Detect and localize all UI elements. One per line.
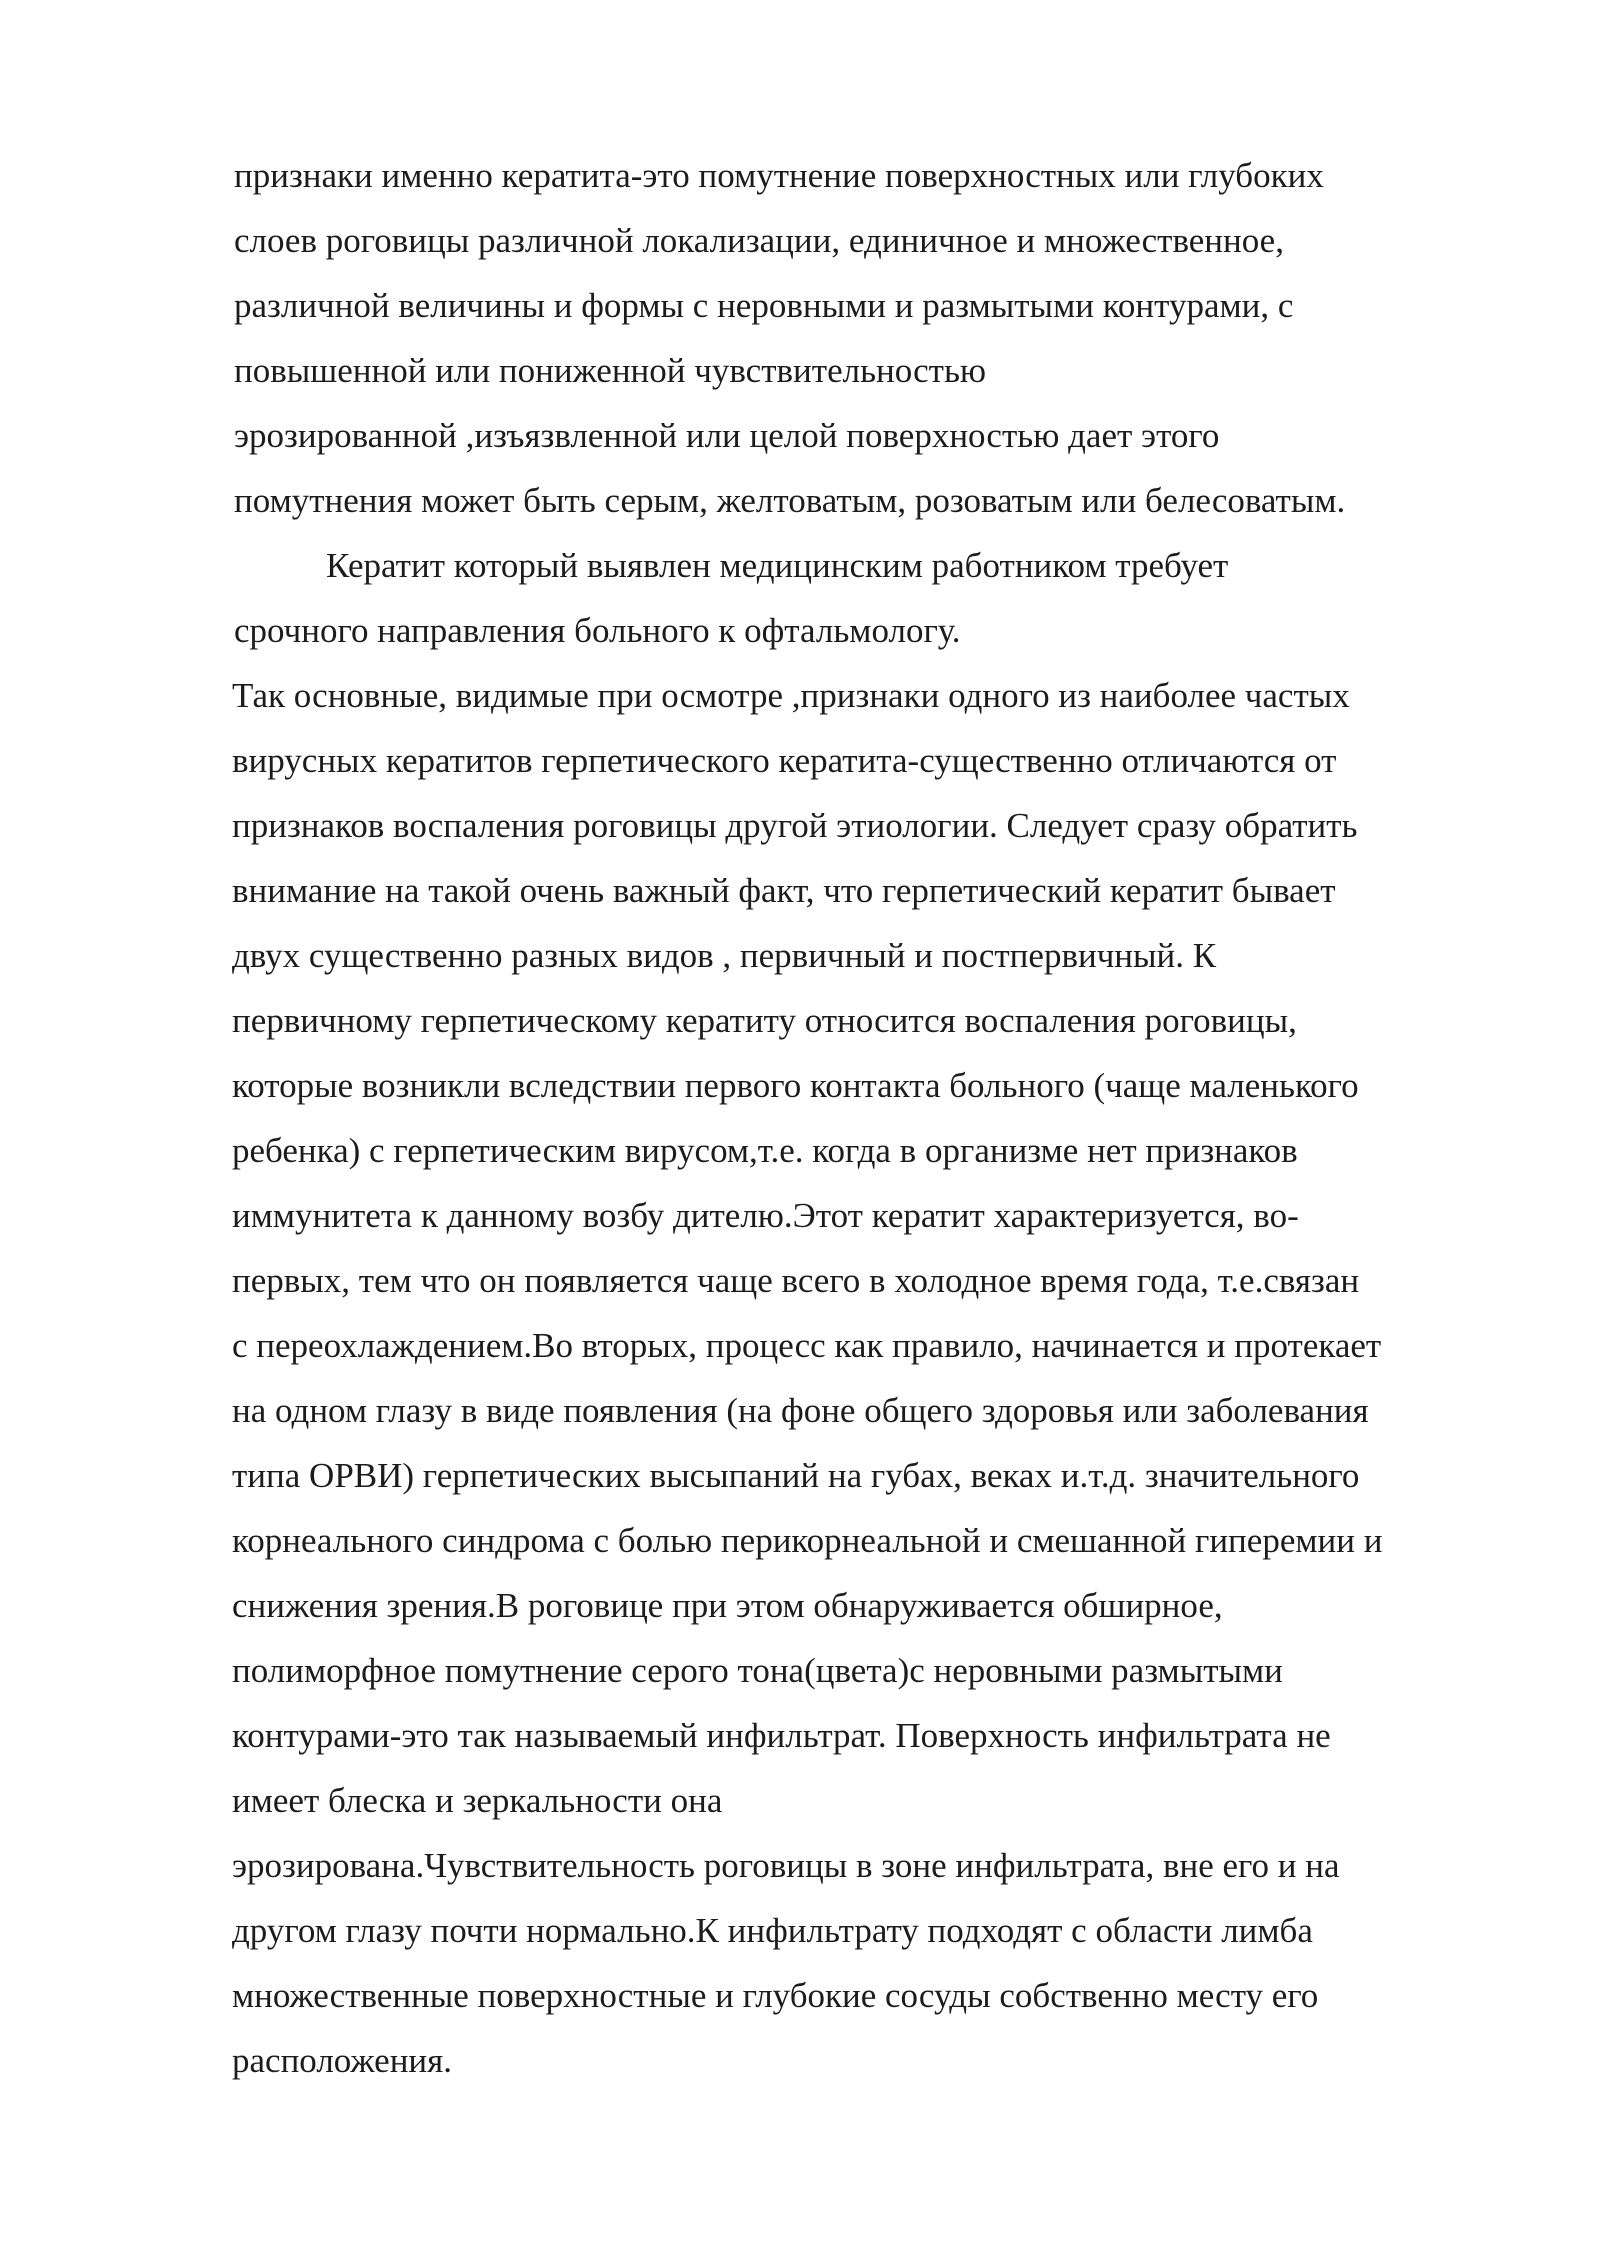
text-line-6: помутнения может быть серым, желтоватым, розоватым или белесоватым.	[234, 481, 1346, 520]
text-line-2: слоев роговицы различной локализации, единичное и множественное,	[234, 221, 1284, 260]
text-line-20: на одном глазу в виде появления (на фоне общего здоровья или заболевания	[232, 1391, 1369, 1430]
text-line-3: различной величины и формы с неровными и размытыми контурами, с	[234, 286, 1294, 325]
text-line-30: расположения.	[232, 2041, 452, 2080]
text-line-13: двух существенно разных видов , первичный и постпервичный. К	[232, 936, 1217, 975]
text-line-19: с переохлаждением.Во вторых, процесс как правило, начинается и протекает	[232, 1326, 1382, 1365]
text-line-5: эрозированной ,изъязвленной или целой поверхностью дает этого	[234, 416, 1220, 455]
text-line-29: множественные поверхностные и глубокие сосуды собственно месту его	[232, 1976, 1319, 2015]
text-line-8: срочного направления больного к офтальмологу.	[234, 611, 961, 650]
text-line-7: Кератит который выявлен медицинским работником требует	[326, 546, 1229, 585]
text-line-23: снижения зрения.В роговице при этом обнаруживается обширное,	[232, 1586, 1223, 1625]
text-line-9: Так основные, видимые при осмотре ,признаки одного из наиболее частых	[232, 676, 1350, 715]
text-line-4: повышенной или пониженной чувствительностью	[234, 351, 987, 390]
text-line-1: признаки именно кератита-это помутнение поверхностных или глубоких	[234, 156, 1324, 195]
text-line-21: типа ОРВИ) герпетических высыпаний на губах, веках и.т.д. значительного	[232, 1456, 1360, 1495]
text-line-28: другом глазу почти нормально.К инфильтрату подходят с области лимба	[232, 1911, 1313, 1950]
text-line-15: которые возникли вследствии первого контакта больного (чаще маленького	[232, 1066, 1359, 1105]
text-line-14: первичному герпетическому кератиту относится воспаления роговицы,	[232, 1001, 1297, 1040]
text-line-18: первых, тем что он появляется чаще всего в холодное время года, т.е.связан	[232, 1261, 1360, 1300]
text-line-27: эрозирована.Чувствительность роговицы в зоне инфильтрата, вне его и на	[232, 1846, 1340, 1885]
text-line-12: внимание на такой очень важный факт, что герпетический кератит бывает	[232, 871, 1336, 910]
text-line-16: ребенка) с герпетическим вирусом,т.е. когда в организме нет признаков	[232, 1131, 1298, 1170]
text-line-10: вирусных кератитов герпетического кератита-существенно отличаются от	[232, 741, 1337, 780]
text-line-26: имеет блеска и зеркальности она	[232, 1781, 723, 1820]
text-line-25: контурами-это так называемый инфильтрат. Поверхность инфильтрата не	[232, 1716, 1331, 1755]
text-line-17: иммунитета к данному возбу дителю.Этот кератит характеризуется, во-	[232, 1196, 1299, 1235]
text-line-24: полиморфное помутнение серого тона(цвета)с неровными размытыми	[232, 1651, 1283, 1690]
text-line-11: признаков воспаления роговицы другой этиологии. Следует сразу обратить	[232, 806, 1358, 845]
text-line-22: корнеального синдрома с болью перикорнеальной и смешанной гиперемии и	[232, 1521, 1383, 1560]
